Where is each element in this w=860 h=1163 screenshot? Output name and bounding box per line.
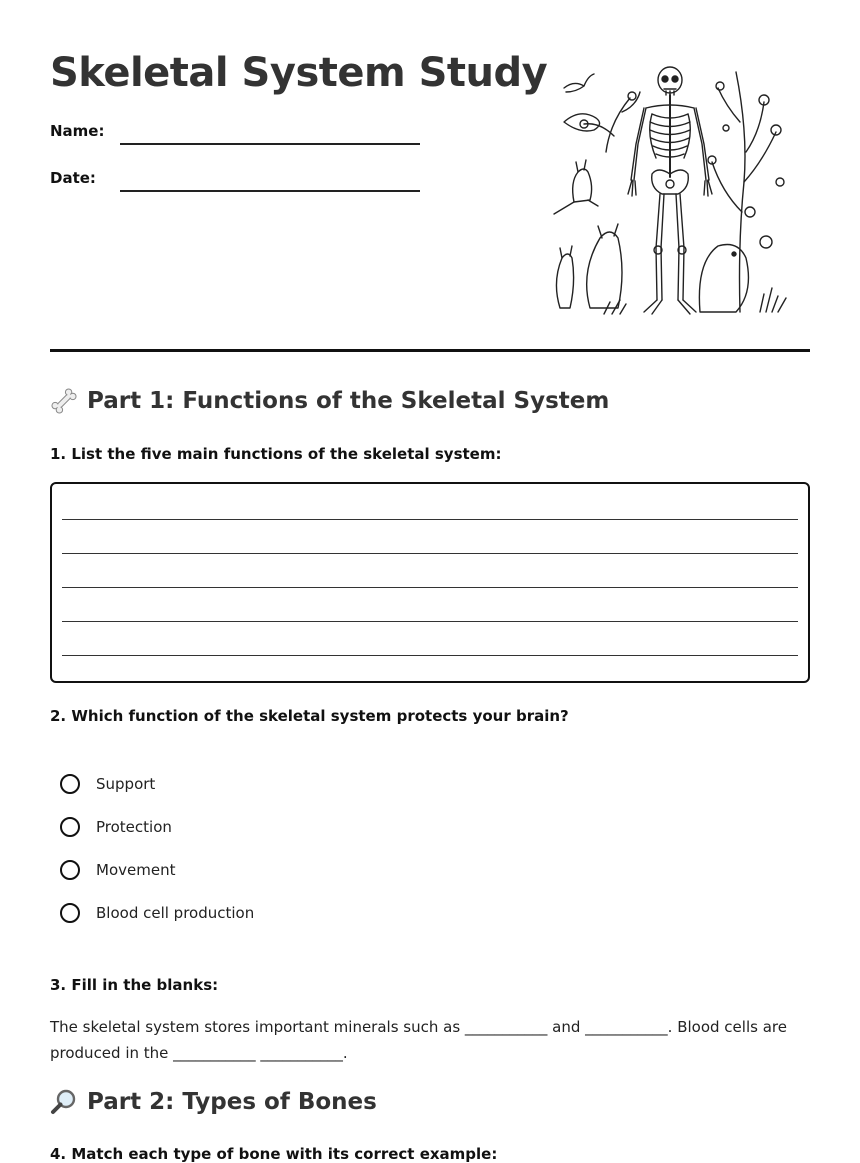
functions-answer-box[interactable] <box>50 482 810 683</box>
radio-button[interactable] <box>60 817 80 837</box>
part1-heading-text: Part 1: Functions of the Skeletal System <box>87 388 610 414</box>
option-label: Movement <box>96 861 176 879</box>
plant-left <box>580 92 640 152</box>
question-2: 2. Which function of the skeletal system protects your brain? <box>50 707 569 725</box>
option-support[interactable] <box>60 772 155 796</box>
radio-button[interactable] <box>60 774 80 794</box>
name-input-line[interactable] <box>120 143 420 145</box>
option-label: Protection <box>96 818 172 836</box>
answer-line[interactable] <box>62 655 798 656</box>
part1-heading <box>50 387 609 415</box>
page-title: Skeletal System Study <box>50 50 548 96</box>
radio-button[interactable] <box>60 860 80 880</box>
answer-line[interactable] <box>62 553 798 554</box>
magnifying-glass-icon <box>50 1088 78 1116</box>
question-3: 3. Fill in the blanks: <box>50 976 219 994</box>
option-protection[interactable] <box>60 815 172 839</box>
date-input-line[interactable] <box>120 190 420 192</box>
option-label: Support <box>96 775 156 793</box>
fill-in-blanks-text: The skeletal system stores important minerals such as ___________ and ___________. Blood cells are produced in the ___________ ___________. <box>50 1018 787 1062</box>
answer-line[interactable] <box>62 519 798 520</box>
date-label: Date: <box>50 169 96 187</box>
skeleton-illustration <box>540 62 802 324</box>
part2-heading <box>50 1088 377 1116</box>
answer-line[interactable] <box>62 621 798 622</box>
option-blood-cell-production[interactable] <box>60 901 254 925</box>
part2-heading-text: Part 2: Types of Bones <box>87 1089 377 1115</box>
tree-right <box>708 72 784 312</box>
option-movement[interactable] <box>60 858 175 882</box>
bone-icon <box>50 387 78 415</box>
name-label: Name: <box>50 122 105 140</box>
answer-line[interactable] <box>62 587 798 588</box>
option-label: Blood cell production <box>96 904 255 922</box>
skeleton-figure <box>628 67 712 314</box>
question-1: 1. List the five main functions of the skeletal system: <box>50 445 502 463</box>
radio-button[interactable] <box>60 903 80 923</box>
header-divider <box>50 349 810 352</box>
question-4: 4. Match each type of bone with its correct example: <box>50 1145 498 1163</box>
